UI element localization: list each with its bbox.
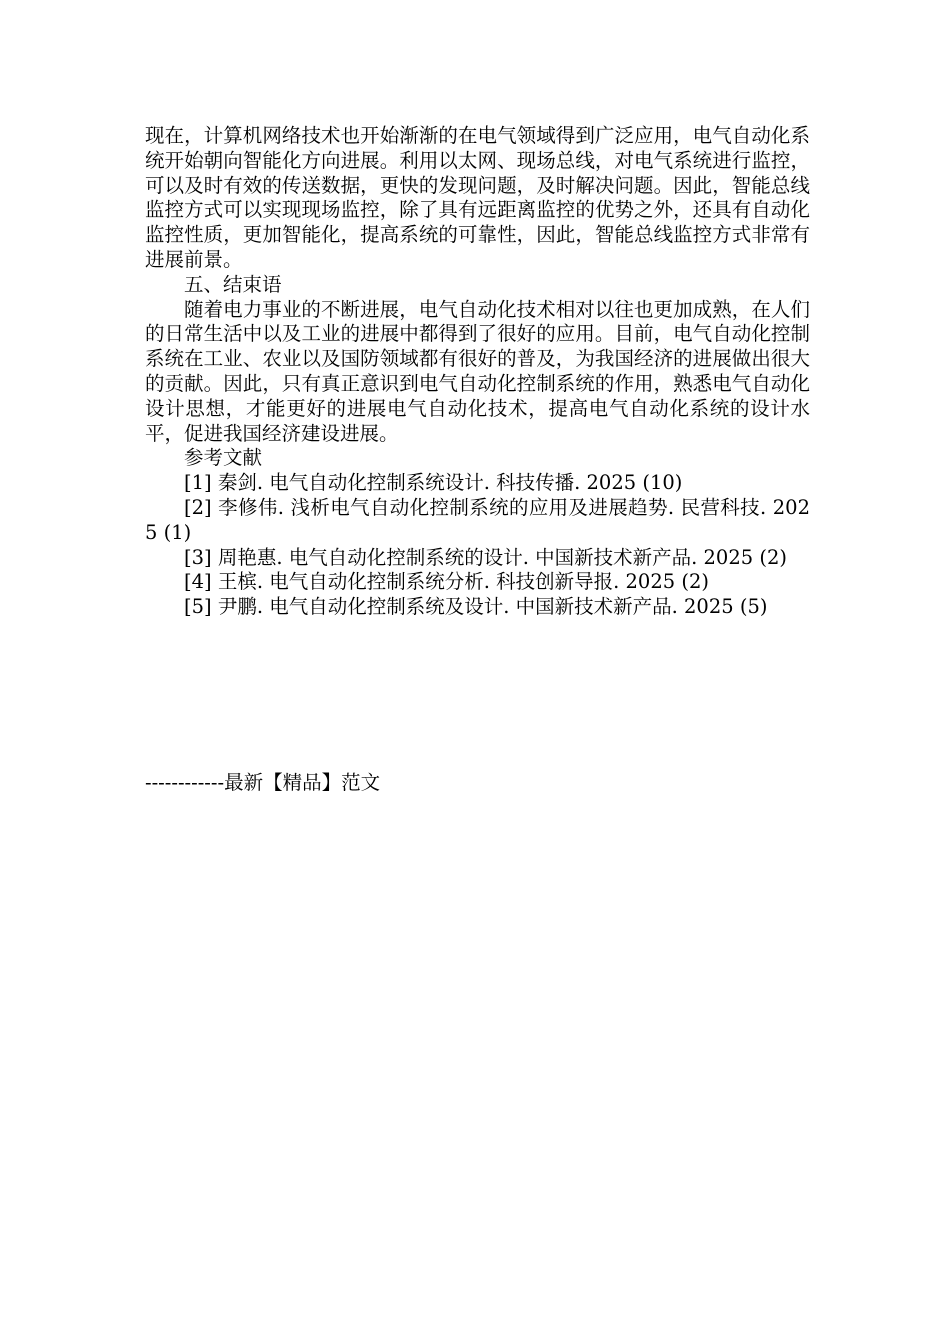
footer-text: ------------最新【精品】范文 [145,771,381,794]
reference-item: [4] 王槟. 电气自动化控制系统分析. 科技创新导报. 2025 (2) [184,570,709,594]
body-paragraph: 现在，计算机网络技术也开始渐渐的在电气领域得到广泛应用，电气自动化系统开始朝向智能化方向进展。利用以太网、现场总线，对电气系统进行监控，可以及时有效的传送数据，更快的发现问题，及时解决问题。因此，智能总线监控方式可以实现现场监控，除了具有远距离监控的优势之外，还具有自动化监控性质，更加智能化，提高系统的可靠性，因此，智能总线监控方式非常有进展前景。 [145,124,810,271]
reference-item: [3] 周艳惠. 电气自动化控制系统的设计. 中国新技术新产品. 2025 (2) [184,545,787,569]
references-heading: 参考文献 [184,446,263,470]
reference-list [145,471,810,620]
section-heading: 五、结束语 [184,272,282,296]
reference-item: [5] 尹鹏. 电气自动化控制系统及设计. 中国新技术新产品. 2025 (5) [184,595,768,619]
reference-item: [2] 李修伟. 浅析电气自动化控制系统的应用及进展趋势. 民营科技. 2025 (1) [145,495,810,544]
reference-item: [1] 秦剑. 电气自动化控制系统设计. 科技传播. 2025 (10) [184,471,683,495]
document-page [145,124,810,620]
body-paragraph: 随着电力事业的不断进展，电气自动化技术相对以往也更加成熟，在人们的日常生活中以及工业的进展中都得到了很好的应用。目前，电气自动化控制系统在工业、农业以及国防领域都有很好的普及，为我国经济的进展做出很大的贡献。因此，只有真正意识到电气自动化控制系统的作用，熟悉电气自动化设计思想，才能更好的进展电气自动化技术，提高电气自动化系统的设计水平，促进我国经济建设进展。 [145,297,810,445]
